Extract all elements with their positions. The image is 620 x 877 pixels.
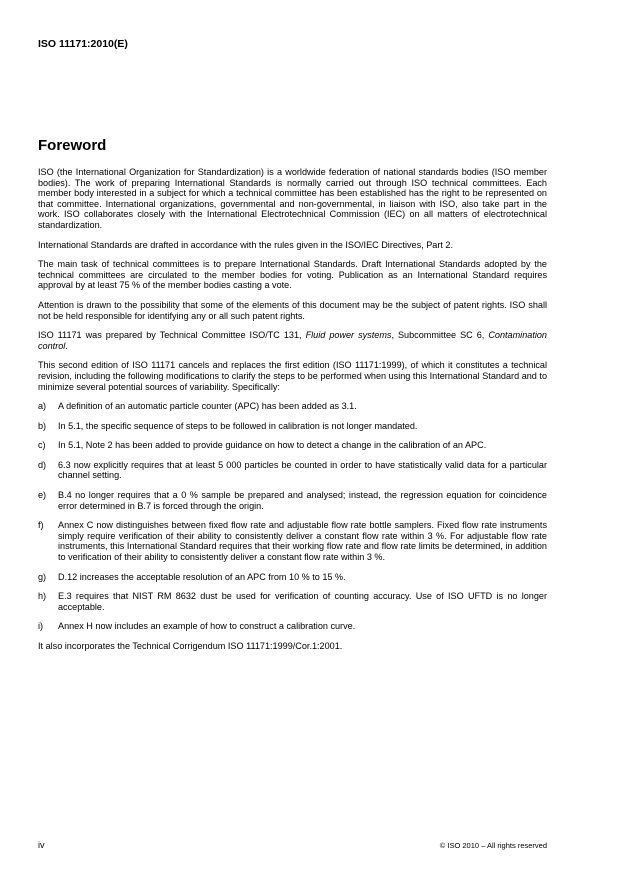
list-label: h) — [38, 591, 47, 602]
list-item — [38, 460, 547, 481]
list-text: In 5.1, the specific sequence of steps to be followed in calibration is not longer mandated. — [58, 420, 418, 431]
copyright-notice: © ISO 2010 – All rights reserved — [439, 841, 547, 850]
list-item — [38, 520, 547, 562]
paragraph: The main task of technical committees is to prepare International Standards. Draft International Standards adopted by the technical committees are circulated to the member bodies for voting. Publication as an International Standard requires approval by at least 75 % of the member bodies casting a vote. — [38, 259, 547, 291]
list-label: g) — [38, 571, 47, 582]
list-text: A definition of an automatic particle counter (APC) has been added as 3.1. — [58, 401, 357, 412]
closing-paragraph: It also incorporates the Technical Corrigendum ISO 11171:1999/Cor.1:2001. — [38, 641, 343, 651]
document-id-header: ISO 11171:2010(E) — [38, 38, 128, 50]
list-item — [38, 490, 547, 511]
page-number: iv — [38, 840, 45, 850]
italic-run: Fluid power systems — [305, 330, 392, 341]
list-text: D.12 increases the acceptable resolution of an APC from 10 % to 15 %. — [58, 571, 346, 582]
italic-run: Contamination control — [38, 330, 547, 351]
list-item — [38, 421, 547, 432]
list-text: E.3 requires that NIST RM 8632 dust be used for verification of counting accuracy. Use of ISO UFTD is no longer acceptable. — [58, 591, 547, 612]
list-item — [38, 591, 547, 612]
paragraph: This second edition of ISO 11171 cancels and replaces the first edition (ISO 11171:1999), of which it constitutes a technical revision, including the following modifications to clarify the steps to be performed when using this International Standard and to minimize several potential sources of variability. Specifically: — [38, 360, 547, 392]
paragraph: ISO (the International Organization for Standardization) is a worldwide federation of national standards bodies (ISO member bodies). The work of preparing International Standards is normally carried out through ISO technical committees. Each member body interested in a subject for which a technical committee has been established has the right to be represented on that committee. International organizations, governmental and non-governmental, in liaison with ISO, also take part in the work. ISO collaborates closely with the International Electrotechnical Commission (IEC) on all matters of electrotechnical standardization. — [38, 167, 547, 230]
list-item — [38, 621, 547, 632]
list-label: e) — [38, 490, 47, 501]
section-title: Foreword — [38, 137, 107, 154]
list-item — [38, 440, 547, 451]
foreword-body — [38, 167, 547, 661]
list-text: Annex C now distinguishes between fixed flow rate and adjustable flow rate bottle samplers. Fixed flow rate instruments simply require verification of their ability to consistently deliver a constant flow rate within 3 %. For adjustable flow rate instruments, this International Standard requires that their working flow rate and flow rate limits be determined, in addition to verification of their ability to consistently deliver a constant flow rate within 3 %. — [58, 520, 547, 563]
list-label: a) — [38, 401, 47, 412]
list-label: i) — [38, 621, 44, 632]
list-item — [38, 572, 547, 583]
list-label: f) — [38, 520, 44, 531]
text-run: ISO 11171 was prepared by Technical Committee ISO/TC 131, — [38, 330, 306, 341]
committee-paragraph — [38, 330, 547, 351]
list-label: d) — [38, 459, 47, 470]
list-text: Annex H now includes an example of how to construct a calibration curve. — [58, 621, 356, 632]
list-label: b) — [38, 420, 47, 431]
text-run: , Subcommittee SC 6, — [391, 330, 489, 341]
list-text: B.4 no longer requires that a 0 % sample be prepared and analysed; instead, the regression equation for coincidence error determined in B.7 is forced through the origin. — [58, 490, 547, 511]
list-item — [38, 401, 547, 412]
list-label: c) — [38, 440, 46, 451]
list-text: 6.3 now explicitly requires that at least 5 000 particles be counted in order to have statistically valid data for a particular channel setting. — [58, 459, 547, 481]
paragraph: Attention is drawn to the possibility that some of the elements of this document may be the subject of patent rights. ISO shall not be held responsible for identifying any or all such patent rights. — [38, 299, 547, 321]
paragraph: International Standards are drafted in accordance with the rules given in the ISO/IEC Directives, Part 2. — [38, 239, 453, 250]
text-run: . — [65, 340, 68, 351]
list-text: In 5.1, Note 2 has been added to provide guidance on how to detect a change in the calibration of an APC. — [58, 440, 487, 451]
